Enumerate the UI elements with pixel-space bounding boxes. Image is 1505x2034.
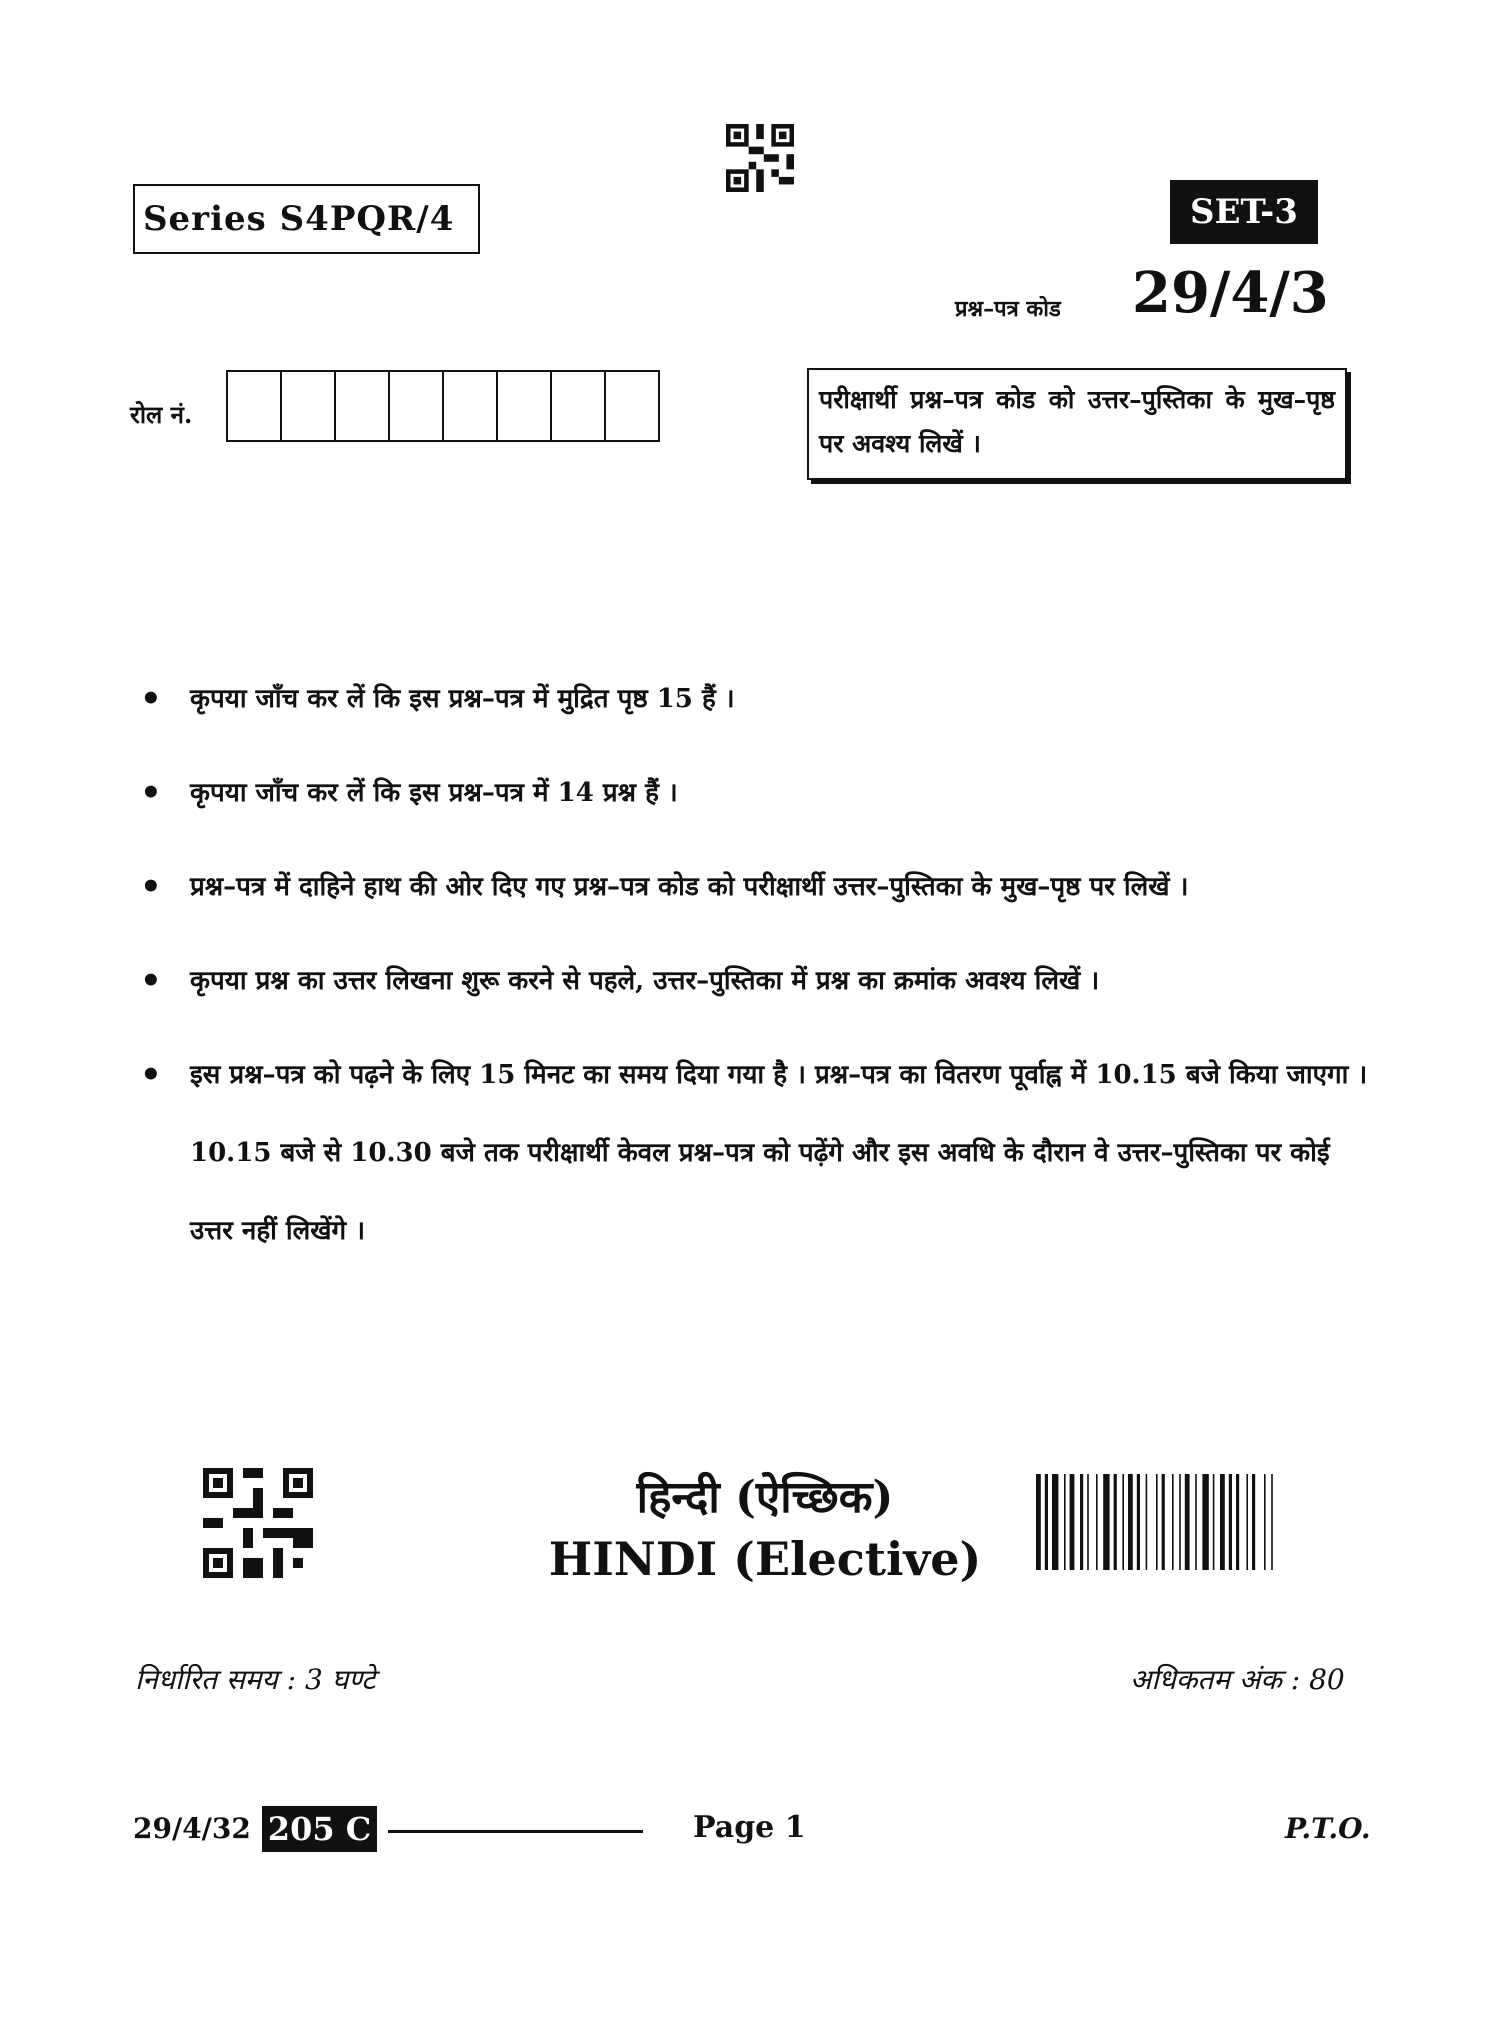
subject-title-hindi: हिन्दी (ऐच्छिक) xyxy=(636,1472,894,1523)
roll-number-cell[interactable] xyxy=(280,370,336,442)
set-badge: SET-3 xyxy=(1170,180,1318,244)
please-turn-over: P.T.O. xyxy=(1285,1812,1371,1845)
roll-number-cell[interactable] xyxy=(550,370,606,442)
roll-number-cell[interactable] xyxy=(604,370,660,442)
instruction-item: • कृपया जाँच कर लें कि इस प्रश्न–पत्र में 14 प्रश्न हैं । xyxy=(140,754,1370,832)
roll-number-cell[interactable] xyxy=(388,370,444,442)
barcode-icon xyxy=(1036,1474,1370,1570)
maximum-marks: अधिकतम अंक : 80 xyxy=(1130,1663,1345,1696)
roll-number-cell[interactable] xyxy=(226,370,282,442)
qr-code-bottom-icon xyxy=(203,1468,313,1578)
series-label: Series S4PQR/4 xyxy=(133,184,480,254)
subject-title-english: HINDI (Elective) xyxy=(548,1532,982,1586)
instruction-item: • इस प्रश्न–पत्र को पढ़ने के लिए 15 मिनट का समय दिया गया है । प्रश्न–पत्र का वितरण पूर्वाह्न में 10.15 बजे किया जाएगा । 10.15 बजे से 10.30 बजे तक परीक्षार्थी केवल प्रश्न–पत्र को पढ़ेंगे और इस अवधि के दौरान वे उत्तर–पुस्तिका पर कोई उत्तर नहीं लिखेंगे । xyxy=(140,1036,1370,1270)
time-allowed: निर्धारित समय : 3 घण्टे xyxy=(135,1663,376,1696)
qr-code-top-icon xyxy=(724,124,796,192)
footer-paper-code: 29/4/32 xyxy=(133,1812,251,1845)
footer-divider xyxy=(388,1830,643,1833)
instruction-item: • कृपया जाँच कर लें कि इस प्रश्न–पत्र में मुद्रित पृष्ठ 15 हैं । xyxy=(140,660,1370,738)
paper-code-label: प्रश्न–पत्र कोड xyxy=(955,296,1061,322)
code-notice-box: परीक्षार्थी प्रश्न–पत्र कोड को उत्तर–पुस्तिका के मुख–पृष्ठ पर अवश्य लिखें । xyxy=(807,368,1347,480)
roll-number-cell[interactable] xyxy=(496,370,552,442)
roll-number-cell[interactable] xyxy=(442,370,498,442)
footer-code-badge: 205 C xyxy=(262,1806,377,1852)
instructions-list xyxy=(140,660,1370,1270)
page-number: Page 1 xyxy=(693,1810,806,1845)
roll-number-cell[interactable] xyxy=(334,370,390,442)
roll-number-label: रोल नं. xyxy=(130,400,193,429)
instruction-item: • कृपया प्रश्न का उत्तर लिखना शुरू करने से पहले, उत्तर–पुस्तिका में प्रश्न का क्रमांक अवश्य लिखें । xyxy=(140,942,1370,1020)
roll-number-boxes[interactable] xyxy=(228,370,660,442)
paper-code-value: 29/4/3 xyxy=(1132,260,1329,326)
instruction-item: • प्रश्न–पत्र में दाहिने हाथ की ओर दिए गए प्रश्न–पत्र कोड को परीक्षार्थी उत्तर–पुस्तिका के मुख–पृष्ठ पर लिखें । xyxy=(140,848,1370,926)
